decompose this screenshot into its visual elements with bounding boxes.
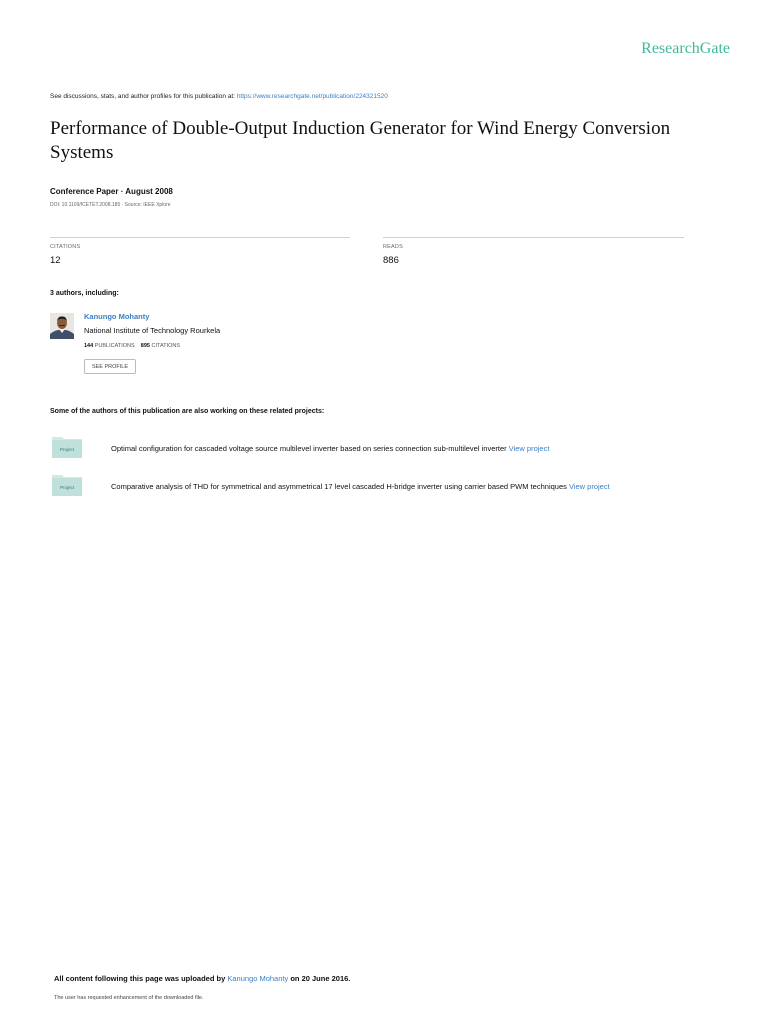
discussions-text: See discussions, stats, and author profiles for this publication at:: [50, 93, 235, 100]
view-project-link[interactable]: View project: [508, 444, 550, 453]
project-item: [111, 482, 610, 491]
reads-value: 886: [383, 255, 399, 266]
see-profile-button[interactable]: SEE PROFILE: [84, 359, 136, 374]
author-citations-count: 895: [140, 343, 150, 349]
author-avatar[interactable]: [50, 313, 74, 339]
citations-label: CITATIONS: [50, 244, 81, 250]
author-photo: [50, 313, 74, 339]
author-publications-label: PUBLICATIONS: [94, 343, 135, 349]
doi-line: DOI: 10.1109/ICETET.2008.185 · Source: IEEE Xplore: [50, 202, 171, 208]
view-project-link[interactable]: View project: [568, 482, 610, 491]
project-icon: [52, 474, 82, 496]
author-stats: [84, 343, 180, 349]
citations-value: 12: [50, 255, 61, 266]
author-institution: National Institute of Technology Rourkela: [84, 326, 221, 335]
researchgate-logo[interactable]: ResearchGate: [641, 40, 730, 57]
author-citations-label: CITATIONS: [151, 343, 181, 349]
project-title: Optimal configuration for cascaded voltage source multilevel inverter based on series connection sub-multilevel inverter: [111, 444, 507, 453]
related-projects-heading: Some of the authors of this publication are also working on these related projects:: [50, 408, 325, 415]
project-item: [111, 444, 549, 453]
discussions-line: [50, 93, 388, 100]
paper-title: Performance of Double-Output Induction Generator for Wind Energy Conversion Systems: [50, 118, 671, 163]
project-icon: [52, 436, 82, 458]
upload-prefix: All content following this page was uploaded by: [54, 974, 226, 983]
project-icon-label: Project: [59, 447, 75, 452]
reads-label: READS: [383, 244, 403, 250]
uploader-link[interactable]: Kanungo Mohanty: [227, 974, 289, 983]
publication-link[interactable]: https://www.researchgate.net/publication/224321520: [236, 93, 388, 100]
publication-type: Conference Paper · August 2008: [50, 187, 173, 196]
upload-suffix: on 20 June 2016.: [290, 974, 351, 983]
project-icon-label: Project: [59, 485, 75, 490]
enhancement-note: The user has requested enhancement of the downloaded file.: [54, 995, 204, 1001]
author-publications-count: 144: [84, 343, 94, 349]
upload-notice: [54, 974, 350, 983]
project-title: Comparative analysis of THD for symmetrical and asymmetrical 17 level cascaded H-bridge inverter using carrier based PWM techniques: [111, 482, 567, 491]
reads-divider: [383, 237, 684, 238]
authors-heading: 3 authors, including:: [50, 290, 119, 297]
author-name-link[interactable]: Kanungo Mohanty: [84, 312, 150, 321]
citations-divider: [50, 237, 350, 238]
